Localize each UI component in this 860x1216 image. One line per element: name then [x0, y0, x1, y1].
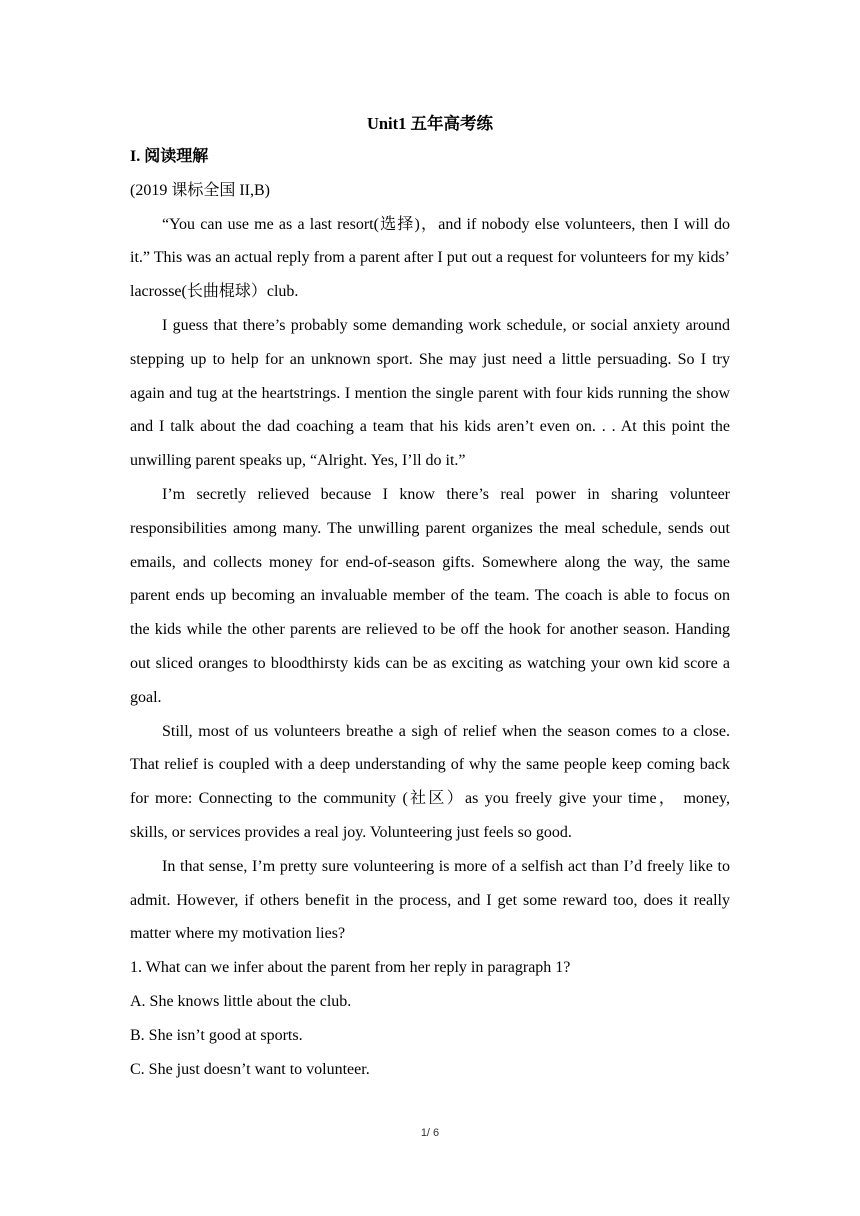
option-a: A. She knows little about the club. — [130, 992, 352, 1010]
section-heading: I. 阅读理解 — [130, 148, 209, 165]
question-1: 1. What can we infer about the parent from her reply in paragraph 1? — [130, 959, 571, 977]
option-b: B. She isn’t good at sports. — [130, 1026, 303, 1044]
option-c: C. She just doesn’t want to volunteer. — [130, 1060, 370, 1078]
source-citation: (2019 课标全国 II,B) — [130, 181, 270, 199]
page-title: Unit1 五年高考练 — [366, 114, 494, 133]
paragraph-2: I guess that there’s probably some demanding work schedule, or social anxiety around stepping up to help for an unknown sport. She may just need a little persuading. So I try again and tug at the heartstrings. I mention the single parent with four kids running the show and I talk about the dad coaching a team that his kids aren’t even on. . . At this point the unwilling parent speaks up, “Alright. Yes, I’ll do it.” — [130, 316, 730, 470]
document-body — [130, 109, 730, 1086]
paragraph-1: “You can use me as a last resort(选择)，and if nobody else volunteers, then I will do it.” This was an actual reply from a parent after I put out a request for volunteers for my kids’ lacrosse(长曲棍球）club. — [130, 215, 730, 301]
paragraph-3: I’m secretly relieved because I know there’s real power in sharing volunteer responsibilities among many. The unwilling parent organizes the meal schedule, sends out emails, and collects money for end-of-season gifts. Somewhere along the way, the same parent ends up becoming an invaluable member of the team. The coach is able to focus on the kids while the other parents are relieved to be off the hook for another season. Handing out sliced oranges to bloodthirsty kids can be as exciting as watching your own kid score a goal. — [130, 485, 730, 706]
paragraph-4: Still, most of us volunteers breathe a sigh of relief when the season comes to a close. That relief is coupled with a deep understanding of why the same people keep coming back for more: Connecting to the community (社区）as you freely give your time， money, skills, or services provides a real joy. Volunteering just feels so good. — [130, 722, 730, 841]
paragraph-5: In that sense, I’m pretty sure volunteering is more of a selfish act than I’d freely like to admit. However, if others benefit in the process, and I get some reward too, does it really matter where my motivation lies? — [130, 857, 730, 943]
page-number: 1/ 6 — [420, 1127, 440, 1139]
